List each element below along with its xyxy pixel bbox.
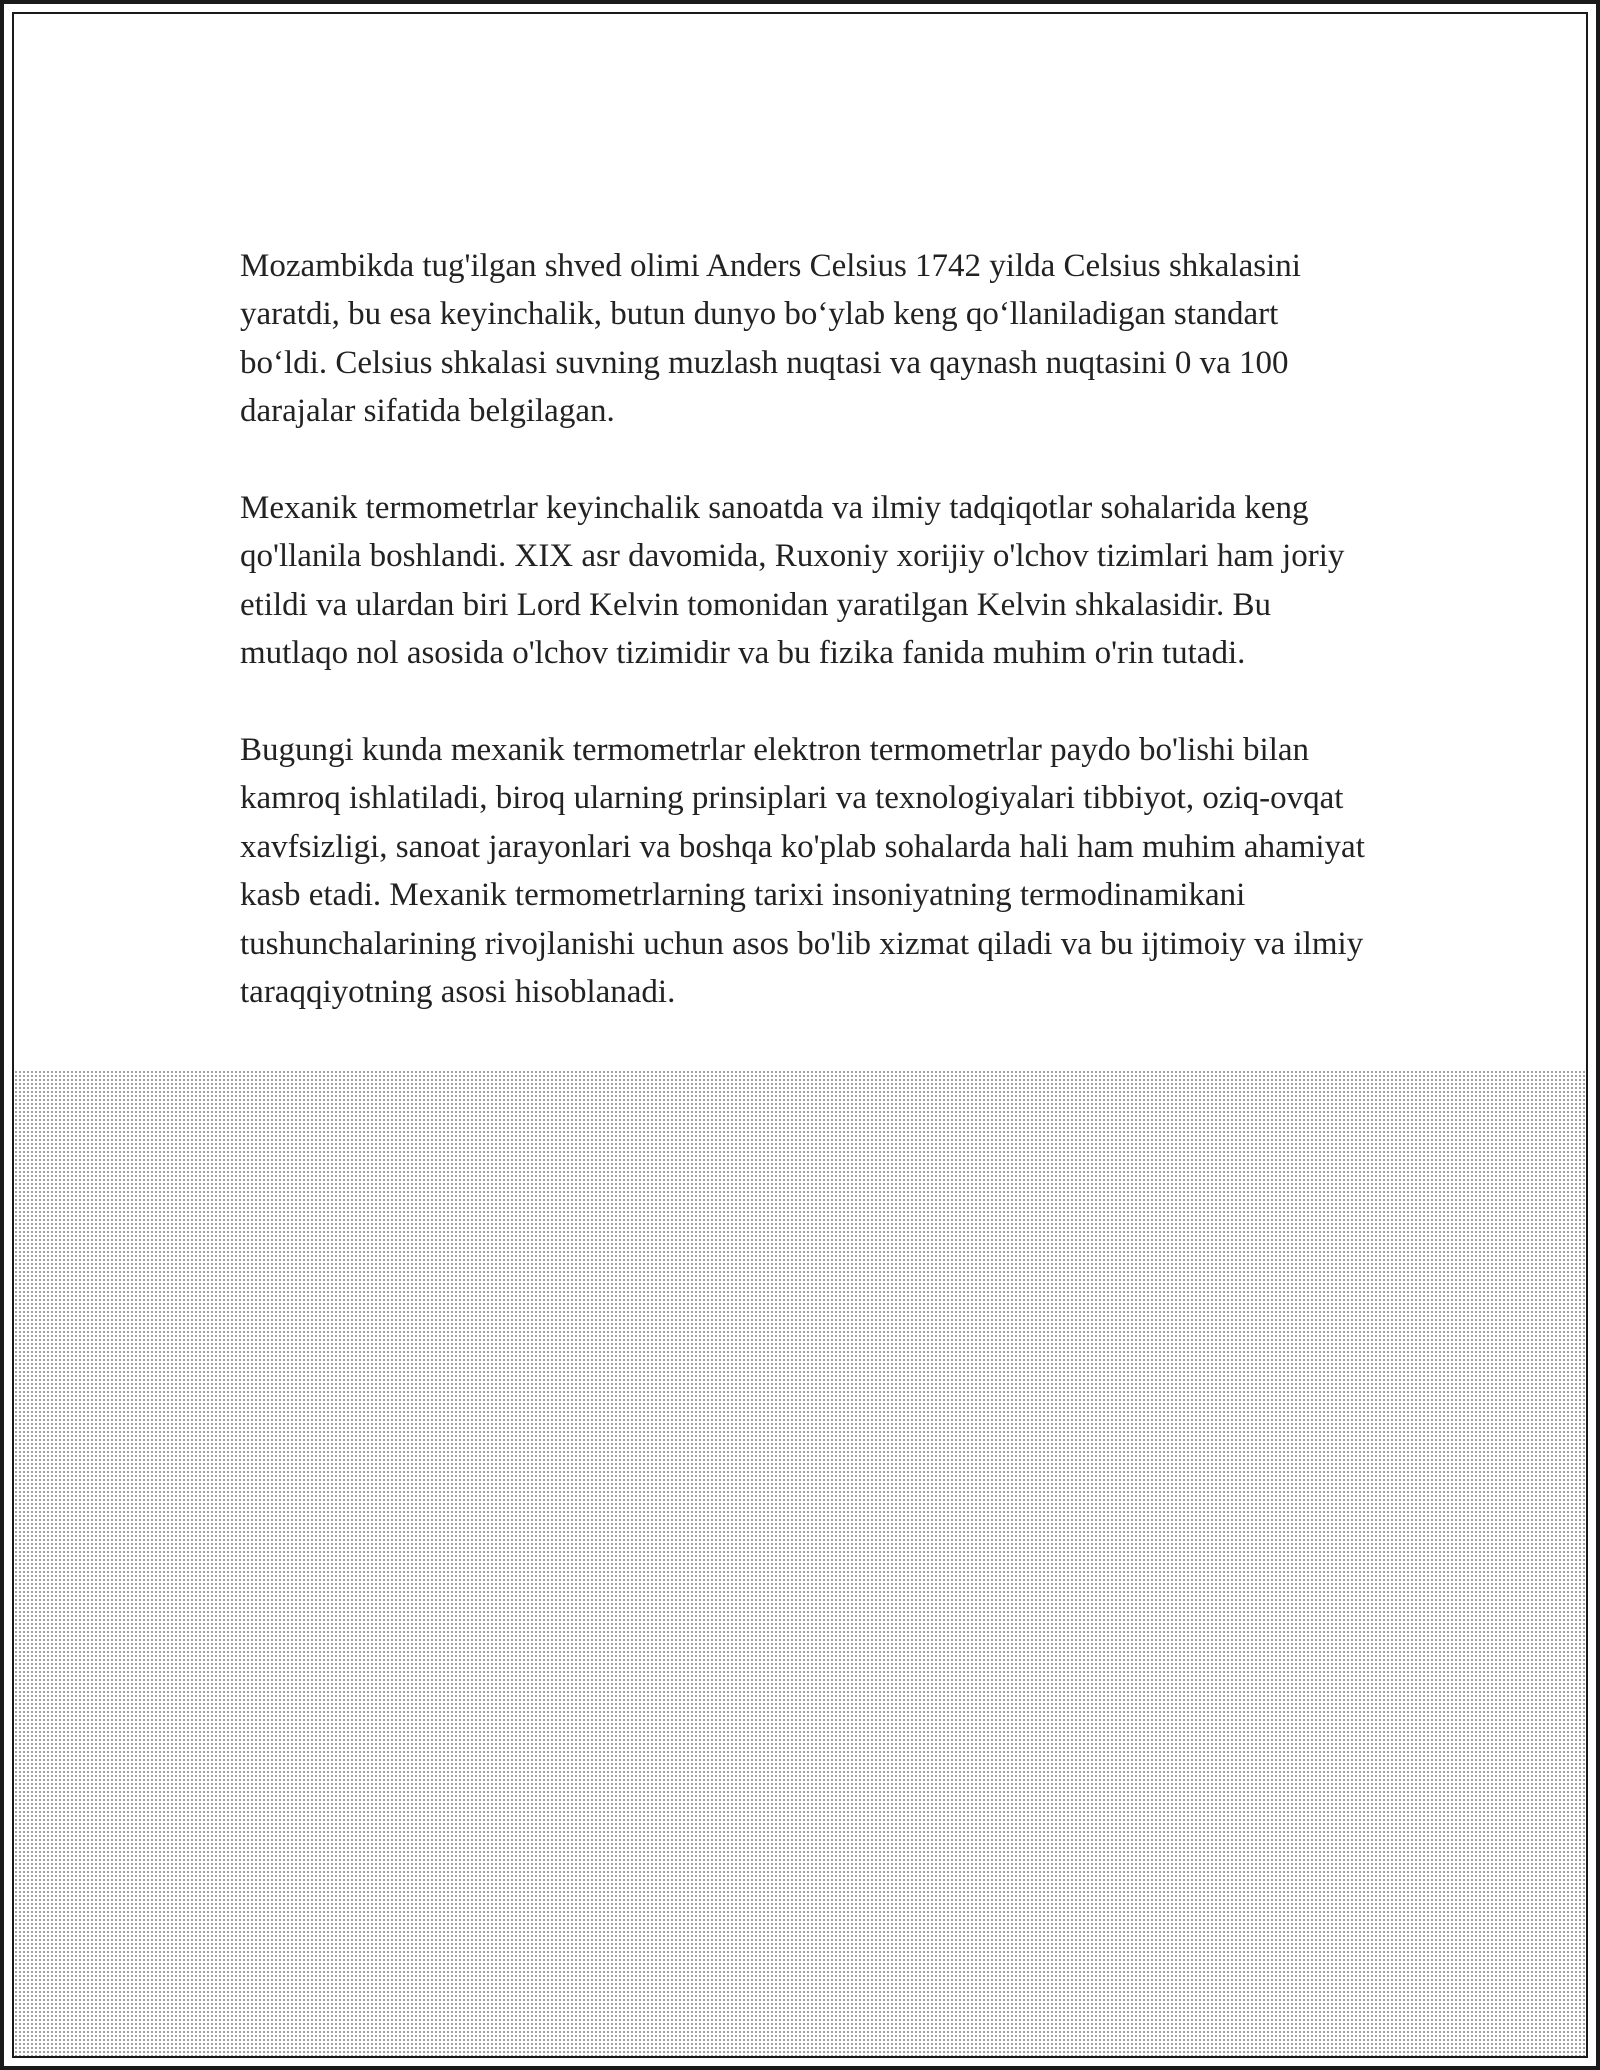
paragraph-kelvin: Mexanik termometrlar keyinchalik sanoatda va ilmiy tadqiqotlar sohalarida keng qo'llanila boshlandi. XIX asr davomida, Ruxoniy xorijiy o'lchov tizimlari ham joriy etildi va ulardan biri Lord Kelvin tomonidan yaratilgan Kelvin shkalasidir. Bu mutlaqo nol asosida o'lchov tizimidir va bu fizika fanida muhim o'rin tutadi. bbox=[240, 490, 1345, 672]
dithered-background-area bbox=[14, 1070, 1586, 2056]
page-inner-border bbox=[12, 12, 1588, 2058]
paragraph-celsius: Mozambikda tug'ilgan shved olimi Anders Celsius 1742 yilda Celsius shkalasini yaratdi, bu esa keyinchalik, butun dunyo bo‘ylab keng qo‘llaniladigan standart bo‘ldi. Celsius shkalasi suvning muzlash nuqtasi va qaynash nuqtasini 0 va 100 darajalar sifatida belgilagan. bbox=[240, 248, 1301, 430]
paragraph-modern-use: Bugungi kunda mexanik termometrlar elektron termometrlar paydo bo'lishi bilan kamroq ishlatiladi, biroq ularning prinsiplari va texnologiyalari tibbiyot, oziq-ovqat xavfsizligi, sanoat jarayonlari va boshqa ko'plab sohalarda hali ham muhim ahamiyat kasb etadi. Mexanik termometrlarning tarixi insoniyatning termodinamikani tushunchalarining rivojlanishi uchun asos bo'lib xizmat qiladi va bu ijtimoiy va ilmiy taraqqiyotning asosi hisoblanadi. bbox=[240, 732, 1365, 1011]
document-body bbox=[240, 242, 1370, 1065]
